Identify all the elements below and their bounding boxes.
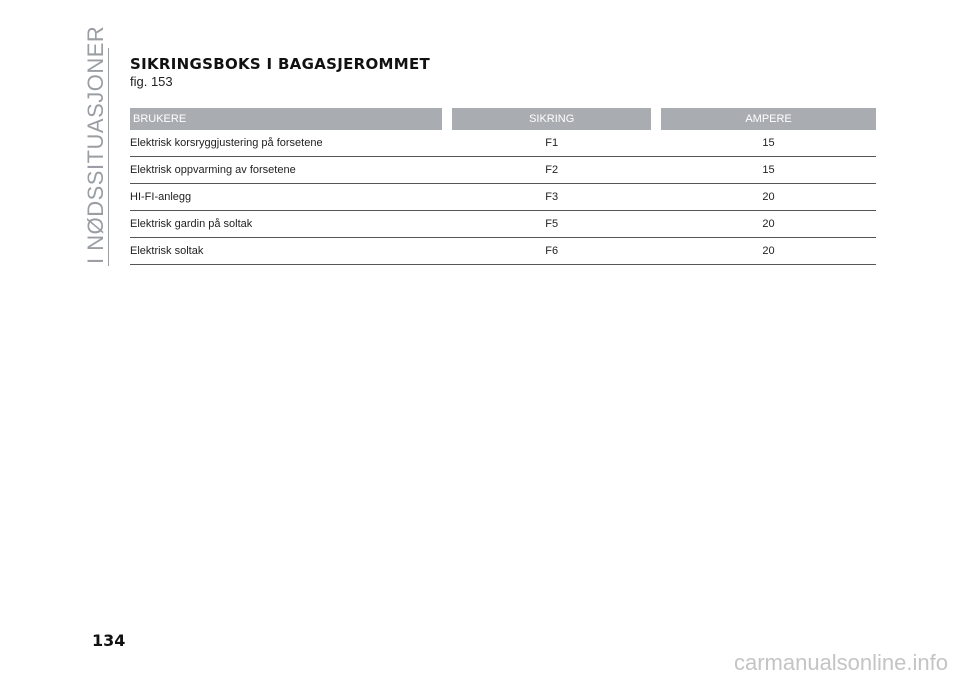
table-row <box>130 130 876 157</box>
watermark: carmanualsonline.info <box>733 650 948 675</box>
page-number: 134 <box>92 631 126 650</box>
cell-ampere: 20 <box>661 211 876 238</box>
section-title: I NØDSSITUASJONER <box>83 25 108 264</box>
table-row <box>130 238 876 265</box>
fuse-table <box>130 108 876 265</box>
section-divider <box>108 48 109 266</box>
cell-fuse: F1 <box>452 130 651 157</box>
cell-fuse: F5 <box>452 211 651 238</box>
header-fuse: SIKRING <box>452 108 651 130</box>
table-header-row <box>130 108 876 130</box>
cell-ampere: 20 <box>661 184 876 211</box>
cell-user: Elektrisk korsryggjustering på forsetene <box>130 130 442 157</box>
cell-ampere: 20 <box>661 238 876 265</box>
cell-fuse: F2 <box>452 157 651 184</box>
header-ampere: AMPERE <box>661 108 876 130</box>
table-row <box>130 157 876 184</box>
cell-user: Elektrisk oppvarming av forsetene <box>130 157 442 184</box>
cell-ampere: 15 <box>661 130 876 157</box>
cell-user: Elektrisk gardin på soltak <box>130 211 442 238</box>
table-row <box>130 184 876 211</box>
page-heading: SIKRINGSBOKS I BAGASJEROMMET <box>130 55 431 73</box>
figure-reference: fig. 153 <box>130 74 173 89</box>
header-users: BRUKERE <box>130 108 442 130</box>
table-row <box>130 211 876 238</box>
cell-user: Elektrisk soltak <box>130 238 442 265</box>
cell-fuse: F3 <box>452 184 651 211</box>
cell-ampere: 15 <box>661 157 876 184</box>
cell-fuse: F6 <box>452 238 651 265</box>
cell-user: HI-FI-anlegg <box>130 184 442 211</box>
